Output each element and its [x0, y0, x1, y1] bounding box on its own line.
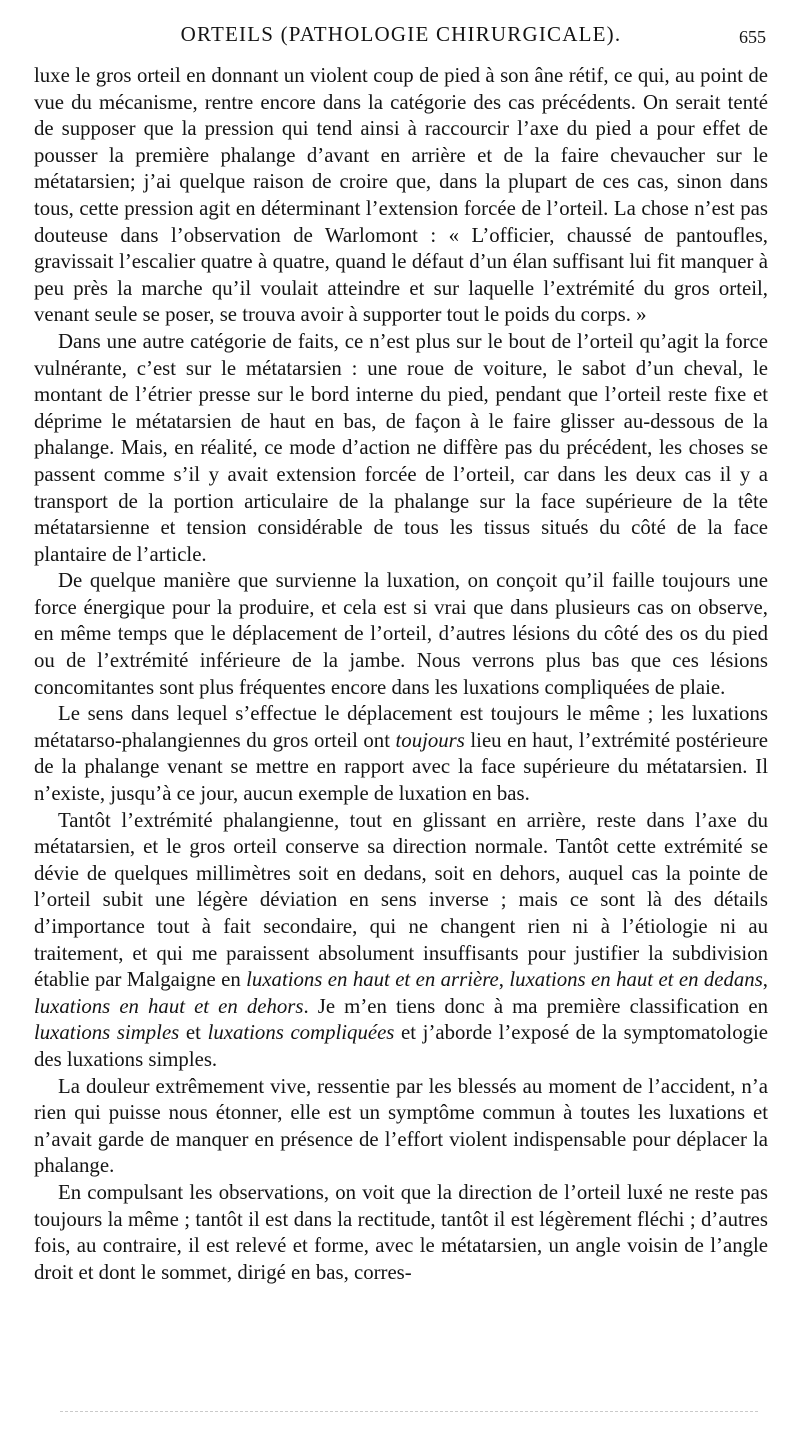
- paragraph: [34, 808, 768, 1074]
- emphasis-text: luxations en haut et en arrière: [246, 968, 499, 992]
- running-title: ORTEILS (PATHOLOGIE CHIRURGICALE).: [180, 22, 622, 46]
- paragraph: La douleur extrêmement vive, ressentie par les blessés au moment de l’accident, n’a rien qui puisse nous étonner, elle est un symptôme commun à toutes les luxations et n’avait garde de manquer en présence de l’effort violent indispensable pour déplacer la phalange.: [34, 1074, 768, 1178]
- body-text: [34, 63, 768, 1286]
- paragraph: En compulsant les observations, on voit que la direction de l’orteil luxé ne reste pas toujours la même ; tantôt il est dans la rectitude, tantôt il est légèrement fléchi ; d’autres fois, au contraire, il est relevé et forme, avec le métatarsien, un angle voisin de l’angle droit et dont le sommet, dirigé en bas, corres-: [34, 1180, 768, 1284]
- emphasis-text: luxations en haut et en dehors: [34, 994, 304, 1018]
- text-run: lieu en haut, l’extrémité postérieure de la phalange venant se mettre en rapport avec la face supérieure du métatarsien. Il n’existe, jusqu’à ce jour, aucun exemple de luxation en bas.: [34, 728, 768, 806]
- text-run: Tantôt l’extrémité phalangienne, tout en glissant en arrière, reste dans l’axe du métatarsien, et le gros orteil conserve sa direction normale. Tantôt cette extrémité se dévie de quelques millimètres soit en dedans, soit en dehors, auquel cas la pointe de l’orteil subit une légère déviation en sens inverse ; mais ce sont là des détails d’importance tout à fait secondaire, qui ne changent rien ni à l’étiologie ni au traitement, et qui me paraissent absolument insuffisants pour justifier la subdivision établie par Malgaigne en: [34, 808, 768, 992]
- page-number: 655: [739, 27, 766, 47]
- paragraph: De quelque manière que survienne la luxation, on conçoit qu’il faille toujours une force énergique pour la produire, et cela est si vrai que dans plusieurs cas on observe, en même temps que le déplacement de l’orteil, d’autres lésions du côté des os du pied ou de l’extrémité inférieure de la jambe. Nous verrons plus bas que ces lésions concomitantes sont plus fréquentes encore dans les luxations compliquées de plaie.: [34, 569, 768, 699]
- paragraph: [34, 701, 768, 807]
- paragraph-continued: luxe le gros orteil en donnant un violent coup de pied à son âne rétif, ce qui, au point de vue du mécanisme, rentre encore dans la catégorie des cas précédents. On serait tenté de supposer que la pression qui tend ainsi à raccourcir l’axe du pied a pour effet de pousser la première phalange d’avant en arrière et de la faire chevaucher sur le métatarsien; j’ai quelque raison de croire que, dans la plupart de ces cas, sinon dans tous, cette pression agit en déterminant l’extension forcée de l’orteil. La chose n’est pas douteuse dans l’observation de Warlomont : « L’officier, chaussé de pantoufles, gravissait l’escalier quatre à quatre, quand le défaut d’un élan suffisant lui fit manquer à peu près la marche qu’il voulait atteindre et sur laquelle l’extrémité du gros orteil, venant seule se poser, se trouva avoir à supporter tout le poids du corps. »: [34, 64, 768, 327]
- text-run: Le sens dans lequel s’effectue le déplacement est toujours le même ; les luxations métatarso-phalangiennes du gros orteil ont: [34, 702, 768, 752]
- emphasis-text: toujours: [395, 728, 465, 752]
- running-head: [34, 0, 768, 54]
- text-run: et: [179, 1021, 208, 1045]
- emphasis-text: luxations simples: [34, 1021, 180, 1045]
- text-run: . Je m’en tiens donc à ma première classification en: [303, 994, 768, 1018]
- paragraph: Dans une autre catégorie de faits, ce n’est plus sur le bout de l’orteil qu’agit la force vulnérante, c’est sur le métatarsien : une roue de voiture, le sabot d’un cheval, le montant de l’étrier presse sur le bord interne du pied, pendant que l’orteil reste fixe et déprime le métatarsien de haut en bas, de façon à le faire glisser au-dessous de la phalange. Mais, en réalité, ce mode d’action ne diffère pas du précédent, les choses se passent comme s’il y avait extension forcée de l’orteil, car dans les deux cas il y a transport de la portion articulaire de la phalange sur la face supérieure de la tête métatarsienne et tension considérable de tous les tissus situés du côté de la face plantaire de l’article.: [34, 329, 768, 566]
- emphasis-text: luxations en haut et en dedans: [509, 968, 763, 992]
- page-bottom-marks: [60, 1411, 758, 1412]
- text-run: ,: [498, 968, 510, 992]
- text-run: et j’aborde l’exposé de la symptomatologie des luxations simples.: [34, 1021, 768, 1071]
- book-page: [34, 0, 768, 1449]
- emphasis-text: luxations compliquées: [207, 1021, 395, 1045]
- text-run: ,: [762, 968, 768, 992]
